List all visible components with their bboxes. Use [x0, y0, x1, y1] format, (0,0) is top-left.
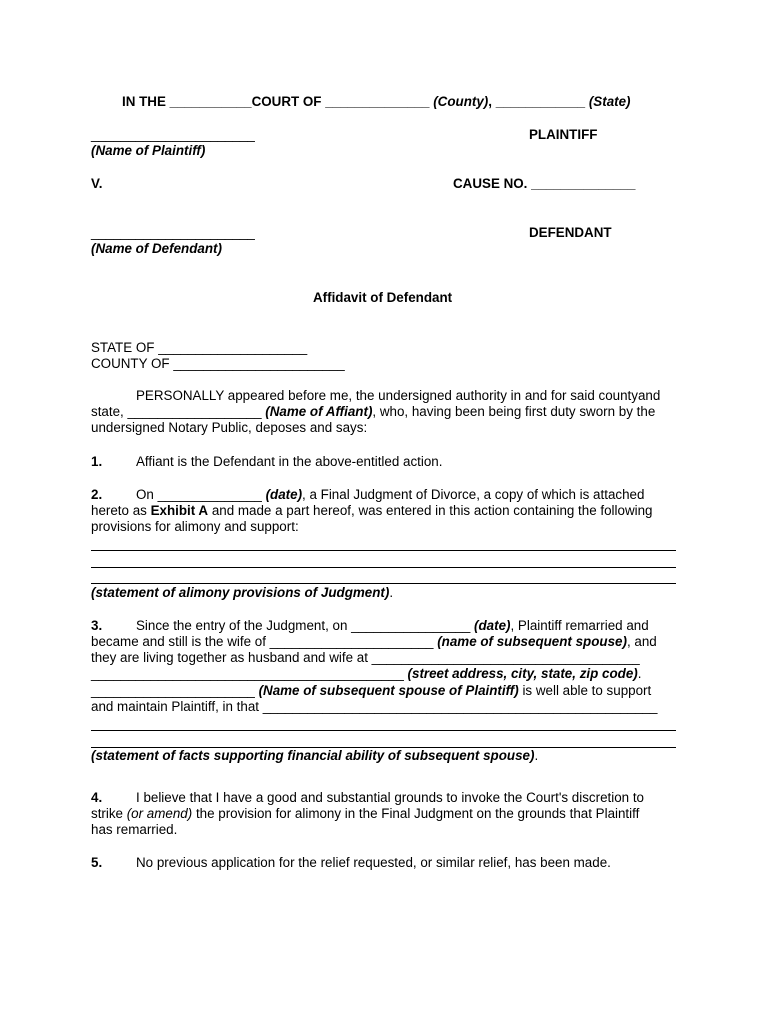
alimony-statement-hint-line [91, 585, 393, 601]
spouse-name-blank[interactable]: ______________________ [269, 634, 434, 649]
para-2-line-2 [91, 503, 653, 519]
county-hint: (County) [433, 94, 489, 109]
para-5-text: No previous application for the relief requested, or similar relief, has been made. [136, 855, 611, 870]
financial-statement-hint: (statement of facts supporting financial ability of subsequent spouse) [91, 748, 535, 763]
intro-line-1: PERSONALLY appeared before me, the undersigned authority in and for said countyand [136, 388, 661, 403]
alimony-blank-line-2[interactable] [91, 567, 676, 568]
para-2-text: , a Final Judgment of Divorce, a copy of which is attached [302, 487, 645, 502]
para-4-number: 4. [91, 790, 103, 805]
plaintiff-name-blank[interactable]: ______________________ [91, 127, 255, 142]
para-3-text: they are living together as husband and wife at [91, 650, 372, 665]
financial-facts-blank[interactable]: _____________________________________________________ [262, 699, 658, 714]
para-2-line-1 [136, 487, 644, 503]
comma: , [488, 94, 492, 109]
para-3-text: is well able to support [518, 683, 652, 698]
address-blank-2[interactable]: __________________________________________ [91, 666, 404, 681]
remarriage-date-blank[interactable]: ________________ [351, 618, 471, 633]
para-3-text: , Plaintiff remarried and [510, 618, 649, 633]
para-4-line-2 [91, 806, 639, 822]
cause-no-label: CAUSE NO. [453, 176, 528, 191]
exhibit-label: Exhibit A [150, 503, 209, 518]
para-3-text: Since the entry of the Judgment, on [136, 618, 352, 633]
financial-facts-blank-line-2[interactable] [91, 730, 676, 731]
venue-county-blank[interactable]: _______________________ [173, 356, 345, 371]
affiant-name-hint: (Name of Affiant) [265, 404, 373, 419]
plaintiff-label: PLAINTIFF [529, 127, 598, 142]
court-of-label: COURT OF [251, 94, 322, 109]
cause-no-blank[interactable]: ______________ [531, 176, 636, 191]
para-2-line-3: provisions for alimony and support: [91, 519, 299, 534]
cause-number-line [453, 176, 635, 192]
para-5-number: 5. [91, 855, 103, 870]
para-3-text: and maintain Plaintiff, in that [91, 699, 263, 714]
para-1-text: Affiant is the Defendant in the above-entitled action. [136, 454, 443, 469]
alimony-blank-line-3[interactable] [91, 583, 676, 584]
para-4-text: strike [91, 806, 127, 821]
para-3-line-4 [91, 666, 641, 682]
in-the-label: IN THE [122, 94, 166, 109]
subsequent-spouse-blank[interactable]: ______________________ [91, 683, 255, 698]
para-3-line-6 [91, 699, 657, 715]
state-blank[interactable]: ____________ [495, 94, 586, 109]
or-amend-text: (or amend) [126, 806, 193, 821]
para-3-line-3 [91, 650, 640, 666]
county-of-label: COUNTY OF [91, 356, 170, 371]
period: . [637, 666, 642, 681]
intro-line-2 [91, 404, 655, 420]
intro-line-3: undersigned Notary Public, deposes and says: [91, 420, 368, 435]
state-of-label: STATE OF [91, 340, 155, 355]
para-2-text: On [136, 487, 158, 502]
spouse-name-hint: (name of subsequent spouse) [437, 634, 627, 649]
county-of-line [91, 356, 345, 372]
date-hint: (date) [474, 618, 511, 633]
para-2-text: hereto as [91, 503, 151, 518]
para-3-number: 3. [91, 618, 103, 633]
state-of-line [91, 340, 307, 356]
alimony-blank-line-1[interactable] [91, 550, 676, 551]
document-title: Affidavit of Defendant [313, 290, 453, 305]
address-hint: (street address, city, state, zip code) [407, 666, 638, 681]
period: . [389, 585, 394, 600]
state-hint: (State) [588, 94, 631, 109]
para-4-line-3: has remarried. [91, 822, 178, 837]
para-3-text: , and [626, 634, 657, 649]
defendant-name-hint: (Name of Defendant) [91, 241, 222, 256]
para-3-text: became and still is the wife of [91, 634, 270, 649]
period: . [534, 748, 539, 763]
intro-text: state, [91, 404, 128, 419]
versus-label: V. [91, 176, 103, 191]
para-2-number: 2. [91, 487, 103, 502]
judgment-date-blank[interactable]: ______________ [157, 487, 262, 502]
para-4-line-1: I believe that I have a good and substantial grounds to invoke the Court's discretion to [136, 790, 645, 805]
para-1-number: 1. [91, 454, 103, 469]
para-3-line-1 [136, 618, 649, 634]
court-name-blank[interactable]: ___________ [169, 94, 252, 109]
para-3-line-5 [91, 683, 651, 699]
plaintiff-name-hint: (Name of Plaintiff) [91, 143, 206, 158]
date-hint: (date) [265, 487, 303, 502]
para-4-text: the provision for alimony in the Final Judgment on the grounds that Plaintiff [192, 806, 640, 821]
defendant-label: DEFENDANT [529, 225, 612, 240]
para-3-line-2 [91, 634, 657, 650]
alimony-statement-hint: (statement of alimony provisions of Judgment) [91, 585, 390, 600]
address-blank[interactable]: ____________________________________ [371, 650, 640, 665]
venue-state-blank[interactable]: ____________________ [158, 340, 308, 355]
intro-text: , who, having been being first duty sworn by the [372, 404, 656, 419]
para-2-text: and made a part hereof, was entered in this action containing the following [208, 503, 653, 518]
defendant-name-blank[interactable]: ______________________ [91, 225, 255, 240]
court-caption-line [122, 94, 631, 110]
county-blank[interactable]: ______________ [325, 94, 430, 109]
financial-statement-hint-line [91, 748, 538, 764]
subsequent-spouse-hint: (Name of subsequent spouse of Plaintiff) [258, 683, 519, 698]
affiant-name-blank[interactable]: __________________ [127, 404, 262, 419]
